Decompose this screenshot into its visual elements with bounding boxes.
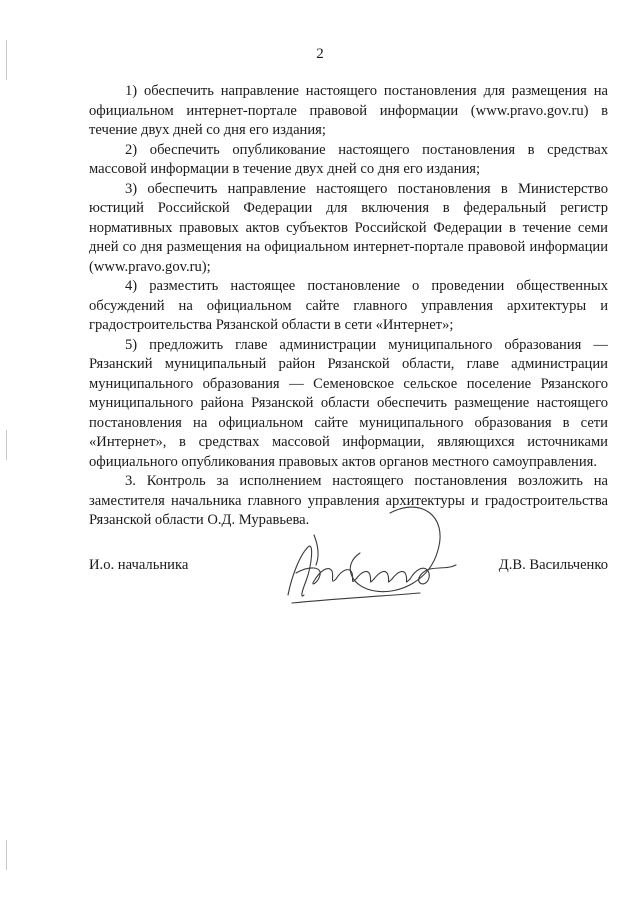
scan-edge-mark [6, 40, 7, 80]
paragraph-item-3: 3) обеспечить направление настоящего постановления в Министерство юстиций Российской Федерации для включения в федеральный регистр нормативных правовых актов субъектов Российской Федерации в течение семи дней со дня размещения на официальном интернет-портале правовой информации (www.pravo.gov.ru); [89, 180, 608, 275]
handwritten-signature [270, 495, 470, 615]
scan-edge-mark [6, 430, 7, 460]
paragraph-control-clause: 3. Контроль за исполнением настоящего постановления возложить на заместителя начальника главного управления архитектуры и градостроительства Рязанской области О.Д. Муравьева. [89, 473, 608, 528]
paragraph-item-2: 2) обеспечить опубликование настоящего постановления в средствах массовой информации в течение двух дней со дня его издания; [89, 141, 608, 177]
signatory-name: Д.В. Васильченко [498, 557, 608, 573]
paragraph-item-5: 5) предложить главе администрации муниципального образования — Рязанский муниципальный район Рязанской области, главе администрации муниципального образования — Семеновское сельское поселение Рязанского муниципального района Рязанской области обеспечить размещение настоящего постановления на официальном сайте муниципального образования в сети «Интернет», в средствах массовой информации, являющихся источниками официального опубликования правовых актов органов местного самоуправления. [89, 336, 608, 470]
paragraph-item-1: 1) обеспечить направление настоящего постановления для размещения на официальном интернет-портале правовой информации (www.pravo.gov.ru) в течение двух дней со дня его издания; [89, 83, 608, 138]
scan-edge-mark [6, 840, 7, 870]
document-body [89, 82, 608, 531]
page-number: 2 [316, 46, 324, 62]
paragraph-item-4: 4) разместить настоящее постановление о проведении общественных обсуждений на официальном сайте главного управления архитектуры и градостроительства Рязанской области в сети «Интернет»; [89, 278, 608, 333]
signatory-title: И.о. начальника [89, 557, 189, 573]
